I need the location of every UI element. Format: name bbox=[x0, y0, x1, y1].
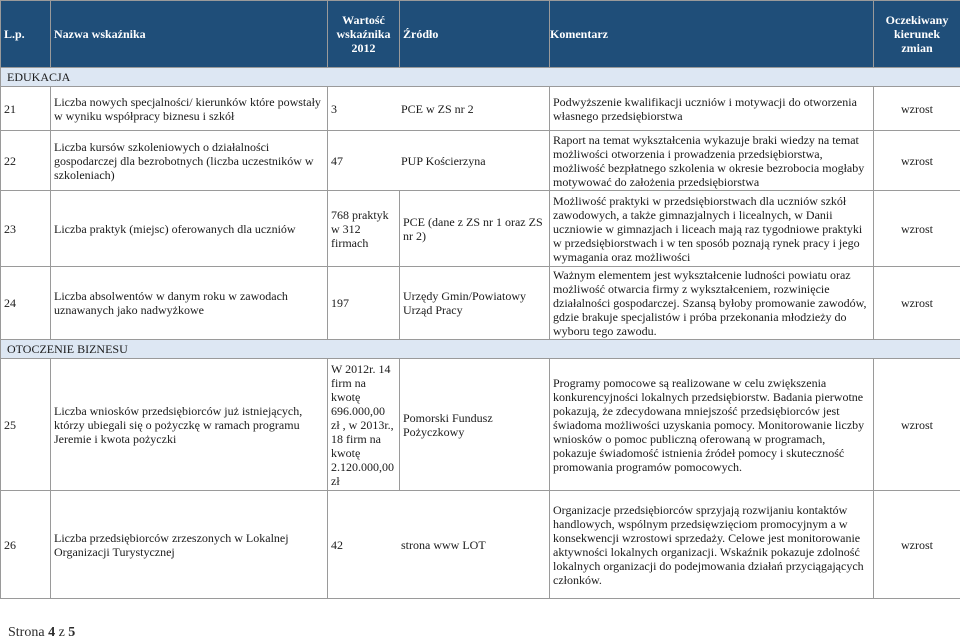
row-value: 42 bbox=[331, 537, 343, 552]
header-trend: Oczekiwany kierunek zmian bbox=[874, 1, 960, 68]
row-comment: Podwyższenie kwalifikacji uczniów i motywacji do otworzenia własnego przedsiębiorstwa bbox=[550, 87, 874, 131]
header-source: Źródło bbox=[400, 1, 550, 68]
row-value: 197 bbox=[328, 267, 400, 340]
row-trend: wzrost bbox=[874, 191, 960, 267]
header-comment: Komentarz bbox=[550, 1, 874, 68]
row-value-source bbox=[328, 131, 550, 191]
row-source: PUP Kościerzyna bbox=[401, 153, 486, 168]
table-row bbox=[1, 359, 960, 491]
row-comment: Możliwość praktyki w przedsiębiorstwach dla uczniów szkół zawodowych, a także gimnazjalnych i licealnych, w Danii uczniowie w gimnazjach i liceach mają raz tygodniowe praktyki w przedsiębiorstwach i w ten sposób poznają rynek pracy i jego wymagania oraz możliwości bbox=[550, 191, 874, 267]
row-source: Urzędy Gmin/Powiatowy Urząd Pracy bbox=[400, 267, 550, 340]
row-source: strona www LOT bbox=[401, 537, 486, 552]
row-lp: 21 bbox=[1, 87, 51, 131]
row-name: Liczba praktyk (miejsc) oferowanych dla uczniów bbox=[51, 191, 328, 267]
table-row bbox=[1, 131, 960, 191]
row-lp: 26 bbox=[1, 491, 51, 599]
row-comment: Programy pomocowe są realizowane w celu zwiększenia konkurencyjności lokalnych przedsiębiorstw. Badania pierwotne pokazują, że zdecydowana mniejszość przedsiębiorców jest świadoma możliwości uzyskania pomocy. Monitorowanie liczby wniosków o pomoc publiczną oferowaną w programach, pokazuje świadomość istnienia źródeł pomocy i skuteczność promowania programów pomocowych. bbox=[550, 359, 874, 491]
row-name: Liczba wniosków przedsiębiorców już istniejących, którzy ubiegali się o pożyczkę w ramach programu Jeremie i kwota pożyczki bbox=[51, 359, 328, 491]
row-value: 47 bbox=[331, 153, 343, 168]
footer-total: 5 bbox=[68, 625, 76, 640]
section-row bbox=[1, 68, 960, 87]
header-row bbox=[1, 1, 960, 68]
row-value: 3 bbox=[331, 101, 337, 116]
row-lp: 23 bbox=[1, 191, 51, 267]
header-name: Nazwa wskaźnika bbox=[51, 1, 328, 68]
row-comment: Ważnym elementem jest wykształcenie ludności powiatu oraz możliwość otwarcia firmy z wykształceniem, rozwinięcie działalności gospodarczej. Szansą byłoby promowanie zawodów, gdzie brakuje specjalistów i próba przekonania młodzieży do wyboru tego zawodu. bbox=[550, 267, 874, 340]
row-lp: 22 bbox=[1, 131, 51, 191]
section-otoczenie: OTOCZENIE BIZNESU bbox=[1, 340, 960, 359]
row-name: Liczba absolwentów w danym roku w zawodach uznawanych jako nadwyżkowe bbox=[51, 267, 328, 340]
section-row bbox=[1, 340, 960, 359]
footer-current: 4 bbox=[48, 625, 56, 640]
row-comment: Organizacje przedsiębiorców sprzyjają rozwijaniu kontaktów handlowych, wspólnym przedsięwzięciom promocyjnym a w konsekwencji wzrostowi sprzedaży. Celowe jest monitorowanie aktywności lokalnych organizacji. Wskaźnik pokazuje zdolność lokalnych organizacji do podejmowania działań przyciągających członków. bbox=[550, 491, 874, 599]
row-source: PCE (dane z ZS nr 1 oraz ZS nr 2) bbox=[400, 191, 550, 267]
row-name: Liczba kursów szkoleniowych o działalności gospodarczej dla bezrobotnych (liczba uczestników w szkoleniach) bbox=[51, 131, 328, 191]
table-row bbox=[1, 267, 960, 340]
row-source: Pomorski Fundusz Pożyczkowy bbox=[400, 359, 550, 491]
row-trend: wzrost bbox=[874, 267, 960, 340]
row-value: 768 praktyk w 312 firmach bbox=[328, 191, 400, 267]
row-value: W 2012r. 14 firm na kwotę 696.000,00 zł , w 2013r., 18 firm na kwotę 2.120.000,00 zł bbox=[328, 359, 400, 491]
footer-mid: z bbox=[55, 625, 69, 640]
section-edukacja: EDUKACJA bbox=[1, 68, 960, 87]
header-lp: L.p. bbox=[1, 1, 51, 68]
row-trend: wzrost bbox=[874, 359, 960, 491]
footer-prefix: Strona bbox=[8, 625, 49, 640]
page-footer bbox=[8, 625, 75, 641]
row-name: Liczba nowych specjalności/ kierunków które powstały w wyniku współpracy biznesu i szkół bbox=[51, 87, 328, 131]
row-trend: wzrost bbox=[874, 87, 960, 131]
row-lp: 24 bbox=[1, 267, 51, 340]
row-value-source bbox=[328, 491, 550, 599]
table-row bbox=[1, 191, 960, 267]
row-comment: Raport na temat wykształcenia wykazuje braki wiedzy na temat możliwości otworzenia i prowadzenia przedsiębiorstwa, możliwość bezpłatnego szkolenia w okresie bezrobocia mogłaby motywować do założenia przedsiębiorstwa bbox=[550, 131, 874, 191]
table-row bbox=[1, 87, 960, 131]
row-name: Liczba przedsiębiorców zrzeszonych w Lokalnej Organizacji Turystycznej bbox=[51, 491, 328, 599]
header-value: Wartość wskaźnika 2012 bbox=[328, 1, 400, 68]
row-lp: 25 bbox=[1, 359, 51, 491]
table-row bbox=[1, 491, 960, 599]
row-source: PCE w ZS nr 2 bbox=[401, 101, 474, 116]
row-trend: wzrost bbox=[874, 491, 960, 599]
row-trend: wzrost bbox=[874, 131, 960, 191]
row-value-source bbox=[328, 87, 550, 131]
